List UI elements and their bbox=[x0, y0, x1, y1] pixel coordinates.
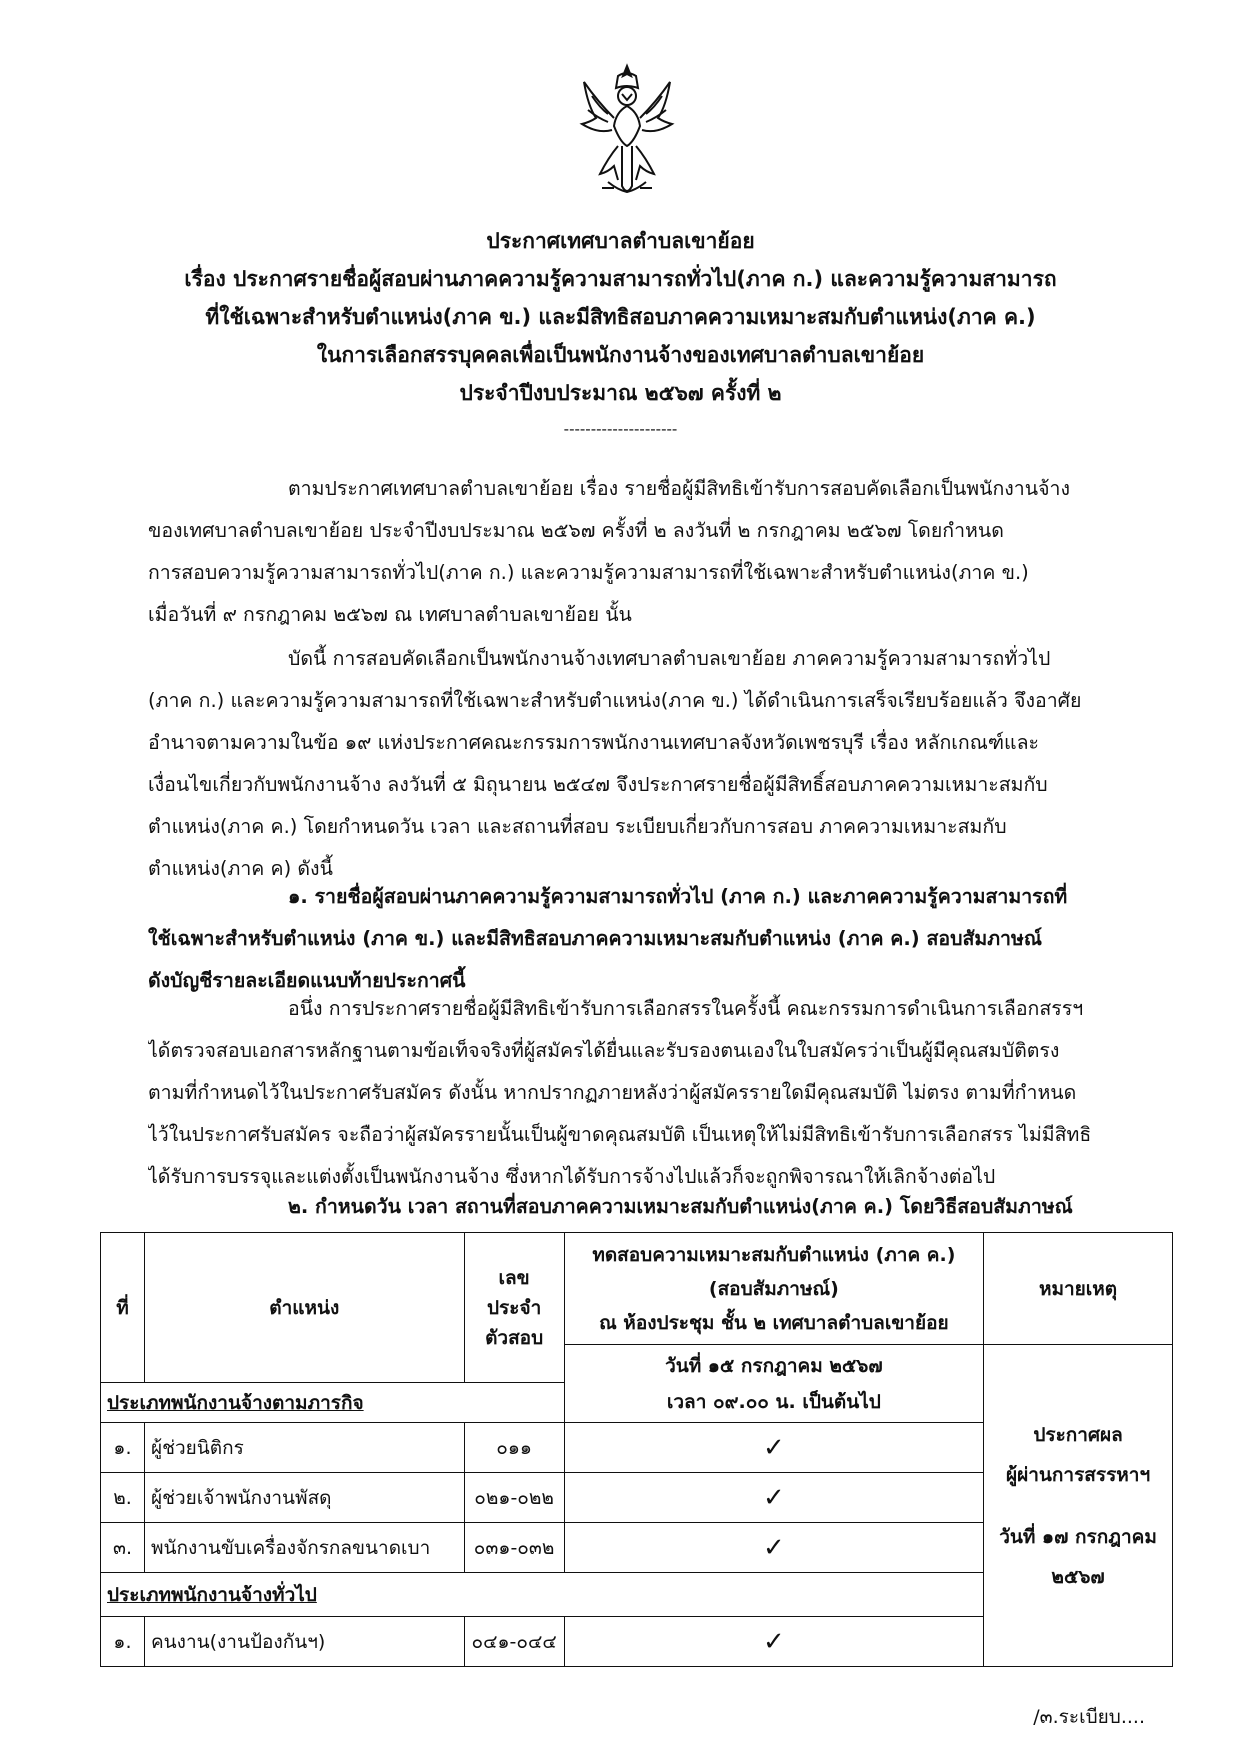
header-remark: หมายเหตุ bbox=[984, 1233, 1173, 1345]
header-test-line-2: (สอบสัมภาษณ์) bbox=[708, 1277, 839, 1300]
announcement-title bbox=[100, 222, 1141, 412]
item2-line: ๒. กำหนดวัน เวลา สถานที่สอบภาคความเหมาะสมกับตำแหน่ง(ภาค ค.) โดยวิธีสอบสัมภาษณ์ bbox=[288, 1195, 1073, 1218]
check-mark-icon: ✓ bbox=[564, 1523, 984, 1573]
row-no: ๓. bbox=[101, 1523, 145, 1573]
header-exam-id-line-2: ประจำ bbox=[486, 1296, 542, 1319]
remark-line-3: วันที่ ๑๗ กรกฎาคม bbox=[999, 1525, 1157, 1548]
header-no: ที่ bbox=[101, 1233, 145, 1383]
para1-line-4: เมื่อวันที่ ๙ กรกฎาคม ๒๕๖๗ ณ เทศบาลตำบลเขาย้อย นั้น bbox=[148, 603, 632, 626]
title-line-5: ประจำปีงบประมาณ ๒๕๖๗ ครั้งที่ ๒ bbox=[459, 381, 782, 405]
item1-line-1: ๑. รายชื่อผู้สอบผ่านภาคความรู้ความสามารถทั่วไป (ภาค ก.) และภาคความรู้ความสามารถที่ bbox=[288, 885, 1068, 908]
header-exam-id-line-3: ตัวสอบ bbox=[485, 1326, 544, 1349]
row-position: ผู้ช่วยเจ้าพนักงานพัสดุ bbox=[144, 1473, 464, 1523]
remark-cell bbox=[984, 1345, 1173, 1667]
para2-line-1: บัดนี้ การสอบคัดเลือกเป็นพนักงานจ้างเทศบาลตำบลเขาย้อย ภาคความรู้ความสามารถทั่วไป bbox=[288, 647, 1051, 670]
schedule-table bbox=[100, 1232, 1173, 1667]
para2-line-6: ตำแหน่ง(ภาค ค) ดังนี้ bbox=[148, 857, 333, 880]
para3-line-2: ได้ตรวจสอบเอกสารหลักฐานตามข้อเท็จจริงที่ผู้สมัครได้ยื่นและรับรองตนเองในใบสมัครว่าเป็นผู้มีคุณสมบัติตรง bbox=[148, 1039, 1060, 1062]
para3-line-3: ตามที่กำหนดไว้ในประกาศรับสมัคร ดังนั้น หากปรากฏภายหลังว่าผู้สมัครรายใดมีคุณสมบัติ ไม่ตรง ตามที่กำหนด bbox=[148, 1081, 1077, 1104]
title-separator: --------------------- bbox=[563, 420, 678, 438]
para1-line-3: การสอบความรู้ความสามารถทั่วไป(ภาค ก.) และความรู้ความสามารถที่ใช้เฉพาะสำหรับตำแหน่ง(ภาค ข.) bbox=[148, 561, 1029, 584]
header-exam-id-line-1: เลข bbox=[498, 1266, 530, 1289]
row-exam-id: ๐๒๑-๐๒๒ bbox=[464, 1473, 564, 1523]
header-test bbox=[564, 1233, 984, 1345]
para3-line-5: ได้รับการบรรจุและแต่งตั้งเป็นพนักงานจ้าง ซึ่งหากได้รับการจ้างไปแล้วก็จะถูกพิจารณาให้เลิกจ้างต่อไป bbox=[148, 1165, 996, 1188]
row-no: ๑. bbox=[101, 1617, 145, 1667]
check-mark-icon: ✓ bbox=[564, 1423, 984, 1473]
row-exam-id: ๐๔๑-๐๔๔ bbox=[464, 1617, 564, 1667]
row-exam-id: ๐๓๑-๐๓๒ bbox=[464, 1523, 564, 1573]
check-mark-icon: ✓ bbox=[564, 1617, 984, 1667]
garuda-emblem-icon bbox=[578, 62, 676, 200]
continuation-note: /๓.ระเบียบ.... bbox=[1033, 1706, 1145, 1728]
header-position: ตำแหน่ง bbox=[144, 1233, 464, 1383]
remark-line-4: ๒๕๖๗ bbox=[1051, 1565, 1105, 1588]
paragraph-3 bbox=[148, 988, 1128, 1198]
para1-line-2: ของเทศบาลตำบลเขาย้อย ประจำปีงบประมาณ ๒๕๖๗ ครั้งที่ ๒ ลงวันที่ ๒ กรกฎาคม ๒๕๖๗ โดยกำหนด bbox=[148, 519, 1004, 542]
row-no: ๑. bbox=[101, 1423, 145, 1473]
row-exam-id: ๐๑๑ bbox=[464, 1423, 564, 1473]
item1-line-3: ดังบัญชีรายละเอียดแนบท้ายประกาศนี้ bbox=[148, 969, 466, 992]
group-heading-general: ประเภทพนักงานจ้างทั่วไป bbox=[101, 1573, 984, 1617]
header-time: เวลา ๐๙.๐๐ น. เป็นต้นไป bbox=[666, 1390, 881, 1413]
group-heading-mission: ประเภทพนักงานจ้างตามภารกิจ bbox=[101, 1383, 565, 1423]
title-line-3: ที่ใช้เฉพาะสำหรับตำแหน่ง(ภาค ข.) และมีสิทธิสอบภาคความเหมาะสมกับตำแหน่ง(ภาค ค.) bbox=[205, 305, 1036, 329]
row-position: คนงาน(งานป้องกันฯ) bbox=[144, 1617, 464, 1667]
para3-line-1: อนึ่ง การประกาศรายชื่อผู้มีสิทธิเข้ารับการเลือกสรรในครั้งนี้ คณะกรรมการดำเนินการเลือกสรรฯ bbox=[288, 997, 1084, 1020]
header-test-line-1: ทดสอบความเหมาะสมกับตำแหน่ง (ภาค ค.) bbox=[592, 1243, 956, 1266]
row-no: ๒. bbox=[101, 1473, 145, 1523]
para2-line-4: เงื่อนไขเกี่ยวกับพนักงานจ้าง ลงวันที่ ๕ มิถุนายน ๒๕๔๗ จึงประกาศรายชื่อผู้มีสิทธิ์สอบภาคความเหมาะสมกับ bbox=[148, 773, 1048, 796]
item-2 bbox=[148, 1186, 1128, 1228]
header-exam-id bbox=[464, 1233, 564, 1383]
para1-line-1: ตามประกาศเทศบาลตำบลเขาย้อย เรื่อง รายชื่อผู้มีสิทธิเข้ารับการสอบคัดเลือกเป็นพนักงานจ้าง bbox=[288, 477, 1070, 500]
header-date-time bbox=[564, 1345, 984, 1423]
title-line-2: เรื่อง ประกาศรายชื่อผู้สอบผ่านภาคความรู้ความสามารถทั่วไป(ภาค ก.) และความรู้ความสามารถ bbox=[184, 267, 1057, 291]
title-line-1: ประกาศเทศบาลตำบลเขาย้อย bbox=[486, 229, 755, 253]
para2-line-2: (ภาค ก.) และความรู้ความสามารถที่ใช้เฉพาะสำหรับตำแหน่ง(ภาค ข.) ได้ดำเนินการเสร็จเรียบร้อยแล้ว จึงอาศัย bbox=[148, 689, 1082, 712]
check-mark-icon: ✓ bbox=[564, 1473, 984, 1523]
para2-line-5: ตำแหน่ง(ภาค ค.) โดยกำหนดวัน เวลา และสถานที่สอบ ระเบียบเกี่ยวกับการสอบ ภาคความเหมาะสมกับ bbox=[148, 815, 1007, 838]
paragraph-1 bbox=[148, 468, 1128, 636]
header-test-line-3: ณ ห้องประชุม ชั้น ๒ เทศบาลตำบลเขาย้อย bbox=[599, 1311, 949, 1334]
remark-line-2: ผู้ผ่านการสรรหาฯ bbox=[1005, 1463, 1151, 1486]
row-position: ผู้ช่วยนิติกร bbox=[144, 1423, 464, 1473]
item1-line-2: ใช้เฉพาะสำหรับตำแหน่ง (ภาค ข.) และมีสิทธิสอบภาคความเหมาะสมกับตำแหน่ง (ภาค ค.) สอบสัมภาษณ์ bbox=[148, 927, 1042, 950]
remark-line-1: ประกาศผล bbox=[1033, 1423, 1123, 1446]
item-1 bbox=[148, 876, 1128, 1002]
paragraph-2 bbox=[148, 638, 1128, 890]
header-date: วันที่ ๑๕ กรกฎาคม ๒๕๖๗ bbox=[665, 1354, 883, 1377]
para3-line-4: ไว้ในประกาศรับสมัคร จะถือว่าผู้สมัครรายนั้นเป็นผู้ขาดคุณสมบัติ เป็นเหตุให้ไม่มีสิทธิเข้ารับการเลือกสรร ไม่มีสิทธิ bbox=[148, 1123, 1092, 1146]
row-position: พนักงานขับเครื่องจักรกลขนาดเบา bbox=[144, 1523, 464, 1573]
title-line-4: ในการเลือกสรรบุคคลเพื่อเป็นพนักงานจ้างของเทศบาลตำบลเขาย้อย bbox=[316, 343, 925, 367]
para2-line-3: อำนาจตามความในข้อ ๑๙ แห่งประกาศคณะกรรมการพนักงานเทศบาลจังหวัดเพชรบุรี เรื่อง หลักเกณฑ์และ bbox=[148, 731, 1040, 754]
